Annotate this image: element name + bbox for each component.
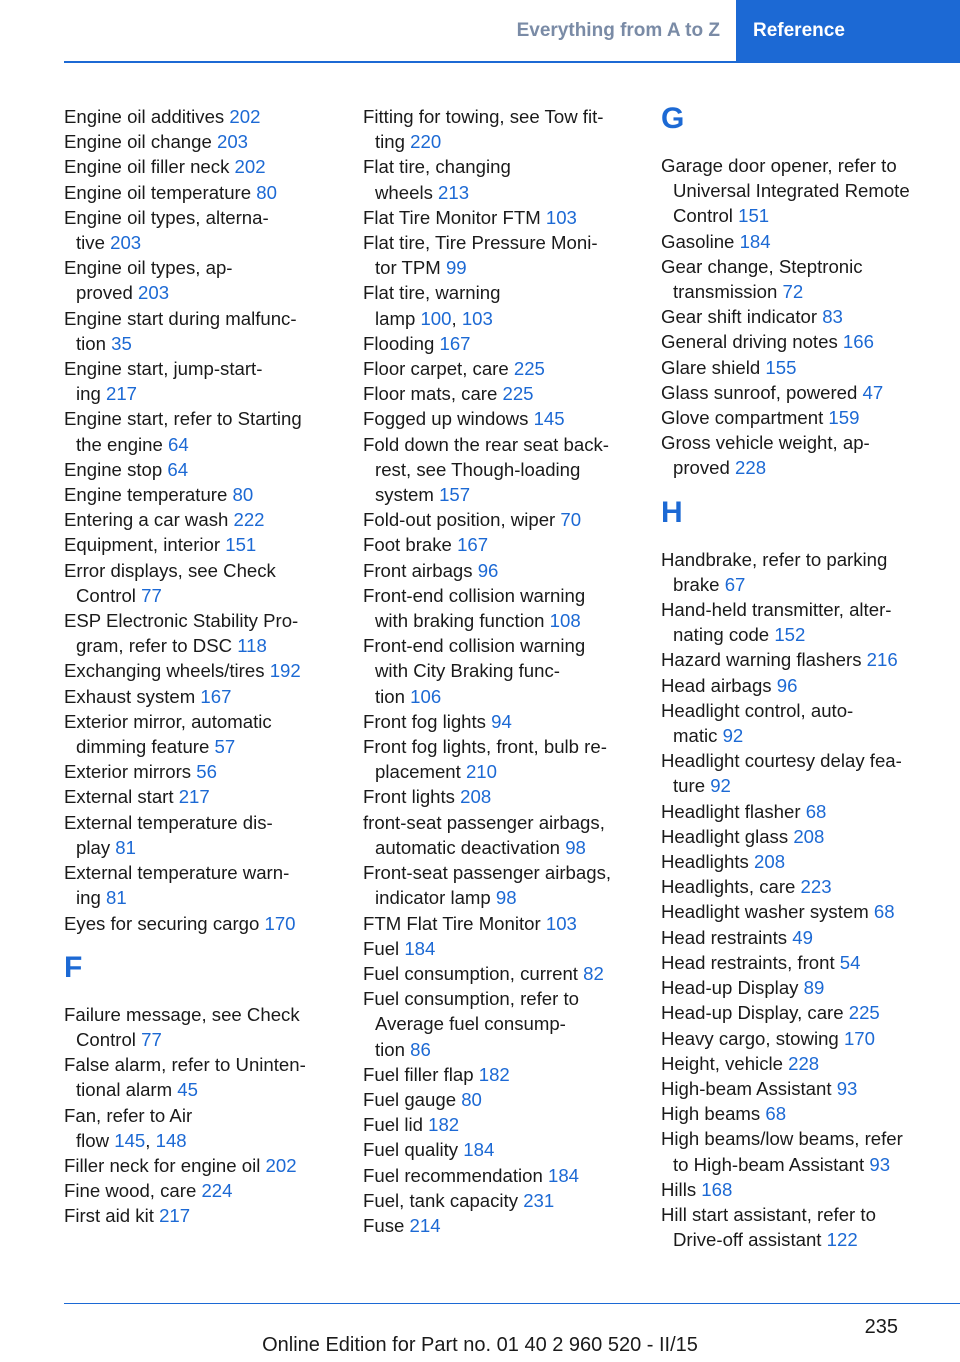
index-entry <box>64 709 334 759</box>
index-term: First aid kit <box>64 1205 160 1227</box>
page-ref-link[interactable]: 96 <box>776 674 798 696</box>
index-term: False alarm, refer to Uninten- tional alarm <box>64 1054 306 1101</box>
index-entry <box>64 306 334 356</box>
index-entry <box>661 874 931 899</box>
page-ref-link[interactable]: 80 <box>256 181 277 203</box>
index-term: Engine oil additives <box>64 106 230 127</box>
page-ref-link[interactable]: 203 <box>138 282 170 304</box>
index-entry <box>363 104 633 154</box>
index-entry <box>661 799 931 824</box>
page-ref-link[interactable]: 68 <box>873 901 895 923</box>
index-entry <box>661 1076 931 1101</box>
index-entry <box>363 633 633 709</box>
page-ref-link[interactable]: 92 <box>710 775 731 797</box>
index-entry <box>64 784 334 809</box>
page-ref-link[interactable]: 228 <box>735 457 767 479</box>
page-ref-link[interactable]: 81 <box>115 836 136 858</box>
section-title: Everything from A to Z <box>516 20 720 41</box>
index-term: Exterior mirrors <box>64 761 197 783</box>
page-ref-link[interactable]: 182 <box>478 1063 510 1085</box>
page-ref-link[interactable]: 225 <box>502 383 534 405</box>
index-term: Gross vehicle weight, ap- proved <box>661 432 870 479</box>
index-term: Glove compartment <box>661 407 829 429</box>
page-ref-link[interactable]: 208 <box>793 825 825 847</box>
index-entry <box>363 911 633 936</box>
index-term: Front fog lights <box>363 710 492 732</box>
index-entry <box>64 532 334 557</box>
index-term: Garage door opener, refer to Universal Integrated Remote Control <box>661 155 910 227</box>
page-ref-link[interactable]: 47 <box>862 381 884 403</box>
index-term: Floor carpet, care <box>363 358 514 380</box>
index-term: Hazard warning flashers <box>661 649 867 671</box>
index-entry <box>661 950 931 975</box>
index-term: Engine temperature <box>64 484 233 506</box>
index-entry <box>661 547 931 597</box>
index-term: Head restraints, front <box>661 951 840 973</box>
index-term: Headlight flasher <box>661 800 806 822</box>
index-term: Fuel <box>363 937 405 959</box>
index-entry <box>363 1137 633 1162</box>
page-ref-link[interactable]: 80 <box>232 484 254 506</box>
index-entry <box>64 154 334 179</box>
index-term: Exhaust system <box>64 685 201 707</box>
page-ref-link[interactable]: 182 <box>428 1114 460 1136</box>
index-entry <box>363 356 633 381</box>
index-entry <box>64 558 334 608</box>
edition-note: Online Edition for Part no. 01 40 2 960 520 - II/15 <box>262 1334 698 1356</box>
index-term: Fuel, tank capacity <box>363 1189 524 1211</box>
page-ref-link[interactable]: 148 <box>155 1129 187 1151</box>
page-ref-link[interactable]: 54 <box>839 951 861 973</box>
page-ref-link[interactable]: 103 <box>461 307 493 329</box>
page-ref-link[interactable]: 157 <box>439 484 471 506</box>
index-entry <box>661 849 931 874</box>
index-term: Fuel consumption, current <box>363 962 584 984</box>
page-ref-link[interactable]: 68 <box>805 800 827 822</box>
index-entry <box>64 255 334 305</box>
index-entry <box>661 355 931 380</box>
index-entry <box>363 709 633 734</box>
page-ref-link[interactable]: 184 <box>739 230 771 252</box>
index-term: High-beam Assistant <box>661 1077 837 1099</box>
index-term: Engine oil types, ap- proved <box>64 257 233 304</box>
index-term: Heavy cargo, stowing <box>661 1027 844 1049</box>
page-ref-link[interactable]: 103 <box>545 206 577 228</box>
page-ref-link[interactable]: 220 <box>410 131 442 153</box>
index-term: Flat tire, warning lamp <box>363 282 501 329</box>
index-term: Fold down the rear seat back- rest, see Though-loading system <box>363 433 609 506</box>
page-ref-link[interactable]: 208 <box>460 786 492 808</box>
page-ref-link[interactable]: 77 <box>141 584 162 606</box>
index-entry <box>64 684 334 709</box>
index-term: Gear change, Steptronic transmission <box>661 255 863 303</box>
index-term: front-seat passenger airbags, automatic deactivation <box>363 811 605 858</box>
index-term: Front lights <box>363 786 461 808</box>
index-term: Engine oil filler neck <box>64 156 235 178</box>
page-ref-link[interactable]: 225 <box>513 358 545 380</box>
index-term: Foot brake <box>363 534 458 556</box>
index-entry <box>661 647 931 672</box>
index-entry <box>363 532 633 557</box>
page-ref-link[interactable]: 89 <box>803 977 825 999</box>
index-term: Fuel lid <box>363 1114 429 1136</box>
page-ref-link[interactable]: 202 <box>265 1154 297 1176</box>
index-term: Head restraints <box>661 926 793 948</box>
index-entry <box>661 899 931 924</box>
index-term: Headlight control, auto- matic <box>661 699 854 747</box>
page-ref-link[interactable]: 214 <box>409 1214 441 1236</box>
index-term: Headlight glass <box>661 825 794 847</box>
page-ref-link[interactable]: 56 <box>196 761 217 783</box>
index-entry <box>64 180 334 205</box>
footer-divider <box>64 1303 960 1304</box>
index-term: Fuse <box>363 1214 410 1236</box>
index-letter-heading: H <box>661 495 683 529</box>
page-ref-link[interactable]: 203 <box>217 131 249 153</box>
index-entry <box>363 1213 633 1238</box>
index-entry <box>661 597 931 647</box>
index-entry <box>64 1103 334 1153</box>
page-ref-link[interactable]: 217 <box>105 383 138 405</box>
index-entry <box>661 1051 931 1076</box>
index-entry <box>363 1087 633 1112</box>
index-term: Flat Tire Monitor FTM <box>363 206 546 228</box>
index-entry <box>661 153 931 229</box>
page-ref-link[interactable]: 100 <box>420 307 452 329</box>
page-ref-link[interactable]: 82 <box>583 962 604 984</box>
index-term: Fuel gauge <box>363 1088 462 1110</box>
index-entry <box>64 129 334 154</box>
index-entry <box>64 1203 334 1228</box>
index-entry <box>363 810 633 860</box>
index-term: Fuel recommendation <box>363 1164 548 1186</box>
index-entry <box>64 1178 334 1203</box>
page-ref-link[interactable]: 213 <box>438 181 470 203</box>
index-term: Floor mats, care <box>363 383 503 405</box>
index-entry <box>661 975 931 1000</box>
page-number: 235 <box>864 1316 898 1338</box>
index-entry <box>64 759 334 784</box>
index-entry <box>661 1126 931 1176</box>
index-term: General driving notes <box>661 331 843 353</box>
index-term: Flooding <box>363 332 440 354</box>
index-entry <box>363 1163 633 1188</box>
index-entry <box>64 658 334 683</box>
index-entry <box>64 810 334 860</box>
page-ref-link[interactable]: 86 <box>410 1038 431 1060</box>
index-term: Headlight courtesy delay fea- ture <box>661 750 902 797</box>
index-entry <box>363 961 633 986</box>
index-entry <box>661 405 931 430</box>
index-entry <box>363 784 633 809</box>
index-term: Front-end collision warning with braking function <box>363 584 586 632</box>
page-ref-link[interactable]: 231 <box>523 1189 555 1211</box>
index-term: Head airbags <box>661 674 777 696</box>
index-term: Headlights, care <box>661 876 801 898</box>
index-term: Engine start, refer to Starting the engine <box>64 408 302 455</box>
page-ref-link[interactable]: 72 <box>782 281 804 303</box>
index-term: External start <box>64 786 179 808</box>
index-term: Failure message, see Check Control <box>64 1003 300 1050</box>
page-ref-separator: , <box>145 1129 156 1151</box>
index-entry <box>363 331 633 356</box>
index-entry <box>661 673 931 698</box>
page-ref-link[interactable]: 99 <box>445 257 467 279</box>
index-column-2 <box>363 104 633 1238</box>
index-entry <box>661 1026 931 1051</box>
header-divider <box>64 61 960 63</box>
index-term: Engine start, jump-start- ing <box>64 358 263 405</box>
index-term: Fuel filler flap <box>363 1063 479 1085</box>
index-entry <box>64 507 334 532</box>
index-term: Exterior mirror, automatic dimming feature <box>64 710 272 758</box>
page-ref-link[interactable]: 217 <box>159 1205 191 1227</box>
page-ref-link[interactable]: 80 <box>461 1088 482 1110</box>
index-term: Glare shield <box>661 356 766 378</box>
index-entry <box>363 1112 633 1137</box>
page-ref-link[interactable]: 103 <box>545 912 577 934</box>
page-ref-link[interactable]: 222 <box>233 509 265 531</box>
index-term: Exchanging wheels/tires <box>64 660 270 682</box>
page-ref-link[interactable]: 93 <box>869 1153 891 1175</box>
index-term: Fogged up windows <box>363 408 534 430</box>
page-ref-link[interactable]: 192 <box>269 660 301 682</box>
index-term: Front fog lights, front, bulb re- placement <box>363 736 607 783</box>
index-term: Engine stop <box>64 458 168 480</box>
index-term: Error displays, see Check Control <box>64 559 276 606</box>
page-ref-link[interactable]: 170 <box>843 1027 875 1049</box>
index-entry <box>661 925 931 950</box>
index-entry <box>661 380 931 405</box>
page-ref-link[interactable]: 94 <box>491 710 512 732</box>
page-ref-link[interactable]: 145 <box>114 1129 146 1151</box>
page-ref-link[interactable]: 64 <box>167 458 189 480</box>
index-entry <box>661 254 931 304</box>
index-entry <box>363 205 633 230</box>
index-entry <box>661 748 931 798</box>
page-ref-link[interactable]: 184 <box>548 1164 580 1186</box>
index-entry <box>64 457 334 482</box>
index-entry <box>661 430 931 480</box>
index-term: Fitting for towing, see Tow fit- ting <box>363 106 604 153</box>
index-term: Fine wood, care <box>64 1180 202 1202</box>
index-term: High beams/low beams, refer to High-beam Assistant <box>661 1128 903 1175</box>
page-ref-link[interactable]: 93 <box>836 1077 858 1099</box>
index-term: Hill start assistant, refer to Drive-off assistant <box>661 1203 876 1251</box>
index-column-3 <box>661 104 931 1252</box>
page-ref-link[interactable]: 98 <box>495 887 517 909</box>
index-term: Hand-held transmitter, alter- nating code <box>661 599 892 646</box>
index-entry <box>363 583 633 633</box>
index-term: Front-end collision warning with City Braking func- tion <box>363 635 586 707</box>
index-entry <box>363 230 633 280</box>
index-term: Headlight washer system <box>661 901 874 923</box>
page-ref-link[interactable]: 224 <box>201 1180 233 1202</box>
index-term: Engine oil temperature <box>64 181 257 203</box>
index-term: Gasoline <box>661 230 740 252</box>
page-ref-link[interactable]: 151 <box>225 534 257 556</box>
index-term: Fuel consumption, refer to Average fuel consump- tion <box>363 988 579 1060</box>
index-term: Height, vehicle <box>661 1052 789 1074</box>
page-ref-link[interactable]: 166 <box>842 331 874 353</box>
page-ref-link[interactable]: 98 <box>565 836 586 858</box>
index-term: FTM Flat Tire Monitor <box>363 912 546 934</box>
index-entry <box>64 406 334 456</box>
index-entry <box>661 824 931 849</box>
index-entry <box>661 1101 931 1126</box>
page-ref-link[interactable]: 57 <box>214 736 236 758</box>
index-column-1 <box>64 104 334 1229</box>
page-ref-link[interactable]: 159 <box>828 407 860 429</box>
page-ref-link[interactable]: 225 <box>848 1002 880 1024</box>
index-term: Glass sunroof, powered <box>661 381 863 403</box>
index-term: External temperature dis- play <box>64 811 273 858</box>
page-ref-link[interactable]: 67 <box>724 573 746 595</box>
index-term: Handbrake, refer to parking brake <box>661 548 888 595</box>
page-ref-link[interactable]: 216 <box>866 649 898 671</box>
index-term: Fuel quality <box>363 1139 464 1161</box>
index-entry <box>661 1000 931 1025</box>
page-ref-link[interactable]: 108 <box>549 610 581 632</box>
index-entry <box>363 936 633 961</box>
page-ref-link[interactable]: 210 <box>465 761 497 783</box>
page-ref-link[interactable]: 217 <box>178 786 210 808</box>
page-ref-link[interactable]: 96 <box>477 559 499 581</box>
index-term: Front-seat passenger airbags, indicator lamp <box>363 862 612 909</box>
chapter-tab[interactable]: Reference <box>736 0 960 62</box>
page-ref-link[interactable]: 81 <box>105 887 127 909</box>
page-ref-link[interactable]: 184 <box>463 1139 495 1161</box>
index-entry <box>363 381 633 406</box>
index-term: Fold-out position, wiper <box>363 509 561 531</box>
index-entry <box>64 860 334 910</box>
index-letter-heading: G <box>661 102 685 135</box>
index-entry <box>661 304 931 329</box>
page-ref-link[interactable]: 202 <box>229 106 261 127</box>
index-term: Hills <box>661 1178 702 1200</box>
index-entry <box>64 1052 334 1102</box>
index-entry <box>64 482 334 507</box>
page-ref-link[interactable]: 145 <box>533 408 565 430</box>
index-entry <box>363 986 633 1062</box>
page-ref-link[interactable]: 106 <box>410 685 442 707</box>
page-ref-link[interactable]: 70 <box>560 509 582 531</box>
index-entry <box>661 329 931 354</box>
index-entry <box>64 911 334 936</box>
index-term: Flat tire, Tire Pressure Moni- tor TPM <box>363 232 598 279</box>
page-ref-link[interactable]: 167 <box>457 534 489 556</box>
page-ref-link[interactable]: 45 <box>177 1079 198 1101</box>
index-term: Entering a car wash <box>64 509 234 531</box>
index-term: Gear shift indicator <box>661 306 823 328</box>
page-ref-link[interactable]: 208 <box>754 851 786 873</box>
page-ref-link[interactable]: 155 <box>765 356 797 378</box>
page-ref-link[interactable]: 170 <box>264 912 296 934</box>
index-term: Fan, refer to Air flow <box>64 1104 193 1151</box>
page-ref-link[interactable]: 35 <box>111 332 132 354</box>
index-entry <box>363 280 633 330</box>
page-ref-link[interactable]: 77 <box>141 1028 162 1050</box>
page-ref-link[interactable]: 83 <box>822 306 843 328</box>
index-term: Head-up Display <box>661 977 804 999</box>
index-entry <box>64 608 334 658</box>
index-term: Engine oil types, alterna- tive <box>64 206 269 254</box>
page-ref-link[interactable]: 118 <box>237 635 267 657</box>
index-entry <box>64 356 334 406</box>
page-header <box>0 0 960 62</box>
page-ref-link[interactable]: 152 <box>774 624 806 646</box>
index-entry <box>64 1153 334 1178</box>
index-entry <box>363 860 633 910</box>
page-ref-link[interactable]: 167 <box>200 685 232 707</box>
page-ref-link[interactable]: 167 <box>439 332 471 354</box>
index-term: Engine oil change <box>64 131 217 153</box>
index-entry <box>363 1188 633 1213</box>
index-term: ESP Electronic Stability Pro- gram, refer to DSC <box>64 610 299 657</box>
index-term: Head-up Display, care <box>661 1002 849 1024</box>
page-ref-link[interactable]: 223 <box>800 876 832 898</box>
index-entry <box>64 1002 334 1052</box>
page-ref-link[interactable]: 92 <box>722 725 744 747</box>
index-entry <box>363 1062 633 1087</box>
index-term: Headlights <box>661 851 755 873</box>
page-ref-link[interactable]: 228 <box>788 1052 820 1074</box>
index-entry <box>363 406 633 431</box>
page-ref-separator: , <box>451 307 462 329</box>
index-entry <box>363 154 633 204</box>
index-entry <box>363 558 633 583</box>
index-term: Front airbags <box>363 559 478 581</box>
index-entry <box>661 1202 931 1252</box>
index-term: Eyes for securing cargo <box>64 912 265 934</box>
page-ref-link[interactable]: 184 <box>404 937 436 959</box>
index-term: Filler neck for engine oil <box>64 1154 266 1176</box>
index-term: Equipment, interior <box>64 534 226 556</box>
page-ref-link[interactable]: 64 <box>168 433 189 455</box>
page-ref-link[interactable]: 168 <box>701 1178 733 1200</box>
index-term: External temperature warn- ing <box>64 862 290 909</box>
page-ref-link[interactable]: 68 <box>765 1103 787 1125</box>
index-entry <box>661 1177 931 1202</box>
index-term: Engine start during malfunc- tion <box>64 307 297 354</box>
page-ref-link[interactable]: 151 <box>738 205 770 227</box>
index-term: High beams <box>661 1103 766 1125</box>
index-letter-heading: F <box>64 950 83 984</box>
page-ref-link[interactable]: 49 <box>792 926 813 948</box>
index-entry <box>661 229 931 254</box>
page-ref-link[interactable]: 203 <box>110 232 142 254</box>
index-entry <box>363 507 633 532</box>
index-entry <box>363 432 633 508</box>
index-entry <box>64 205 334 255</box>
index-entry <box>661 698 931 748</box>
index-entry <box>64 104 334 129</box>
index-term: Flat tire, changing wheels <box>363 156 511 203</box>
index-entry <box>363 734 633 784</box>
page-ref-link[interactable]: 202 <box>234 156 266 178</box>
page-ref-link[interactable]: 122 <box>826 1229 858 1251</box>
